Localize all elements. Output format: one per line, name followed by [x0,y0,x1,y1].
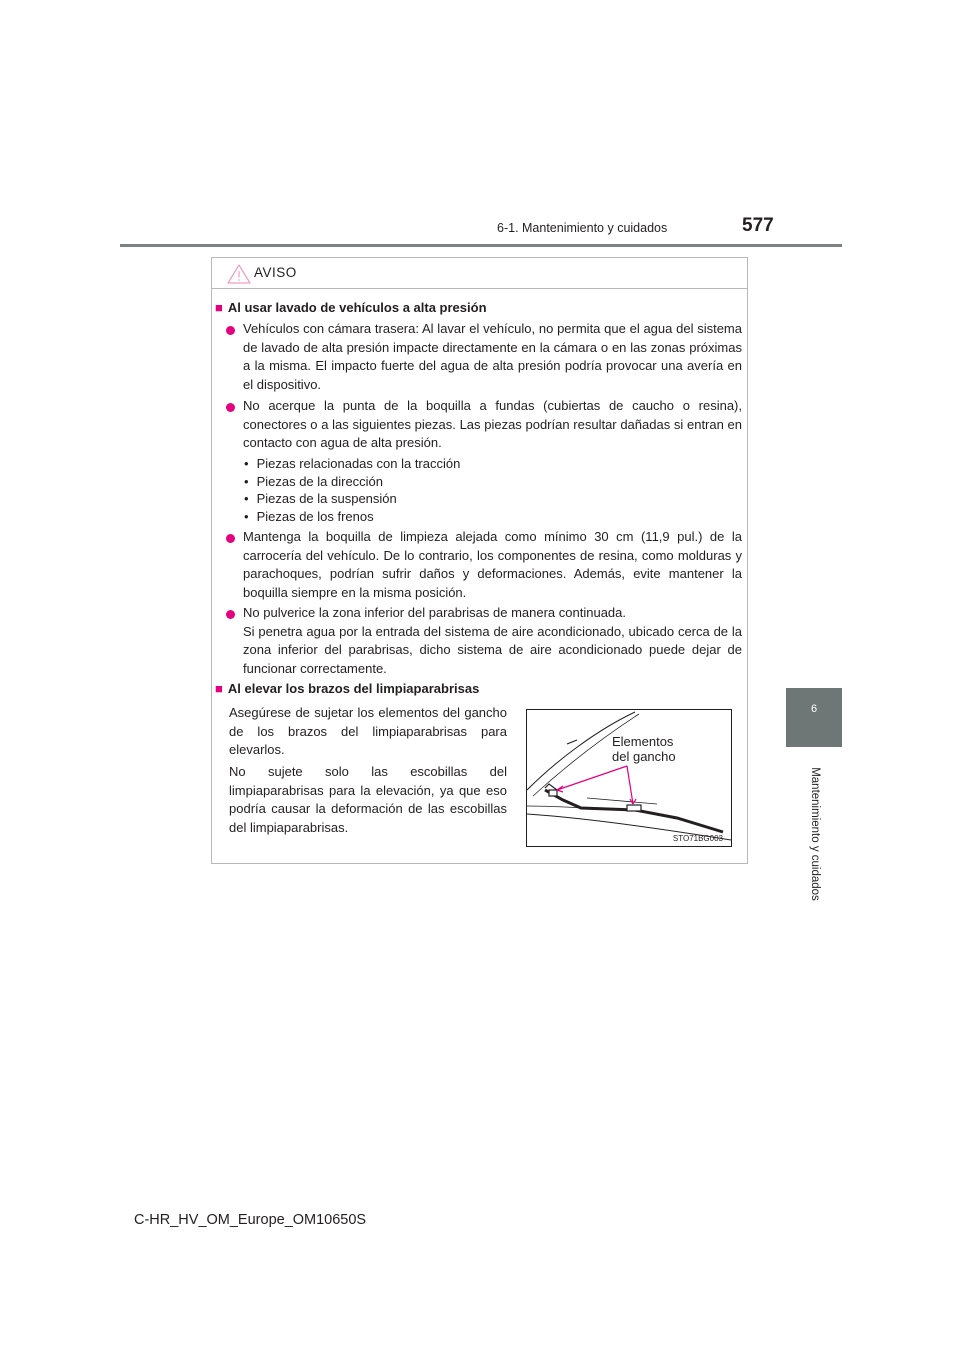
warning-title: AVISO [254,265,297,280]
wiper-illustration [526,709,732,847]
hook-elements-label: Elementos del gancho [612,734,676,764]
wiper-para-1: Asegúrese de sujetar los elementos del gancho de los brazos del limpiaparabrisas para elevarlos. [229,705,507,757]
bullet-dot-icon [226,326,235,335]
bullet-windshield-line1: No pulverice la zona inferior del parabrisas de manera continuada. [243,605,626,620]
bullet-distance: Mantenga la boquilla de limpieza alejada como mínimo 30 cm (11,9 pul.) de la carrocería del vehículo. De lo contrario, los componentes de resina, como molduras y parachoques, podrían sufrir daños y deformaciones. Además, evite mantener la boquilla siempre en la misma posición. [243,529,742,600]
wiper-para-2: No sujete solo las escobillas del limpiaparabrisas para la elevación, ya que eso podría causar la deformación de las escobillas del limpiaparabrisas. [229,764,507,835]
wiper-drawing [527,710,731,846]
header-divider [120,244,842,247]
warning-triangle-icon [226,263,252,285]
chapter-side-label [805,756,825,911]
document-code: C-HR_HV_OM_Europe_OM10650S [134,1212,367,1228]
bullet-dot-icon [226,534,235,543]
chapter-side-label-text: Mantenimiento y cuidados [809,766,821,901]
section-heading-text: Al usar lavado de vehículos a alta presión [227,300,487,315]
running-header-section: 6-1. Mantenimiento y cuidados [497,221,668,235]
bullet-windshield-line2: Si penetra agua por la entrada del sistema de aire acondicionado, ubicado cerca de la zona inferior del parabrisas, dicho sistema de aire acondicionado puede dejar de funcionar correctamente. [243,623,742,676]
bullet-dot-icon [226,403,235,412]
section-heading-high-pressure [215,300,487,315]
section-heading-wiper-arms [215,681,479,696]
section-heading-text: Al elevar los brazos del limpiaparabrisas [227,681,480,696]
page-number: 577 [742,215,774,236]
bullet-nozzle: No acerque la punta de la boquilla a fundas (cubiertas de caucho o resina), conectores o a las siguientes piezas. Las piezas podrían resultar dañadas si entran en contacto con agua de alta presión. [243,398,742,450]
list-item: • Piezas de la suspensión [244,491,397,506]
bullet-camera: Vehículos con cámara trasera: Al lavar el vehículo, no permita que el agua del sistema de lavado de alta presión impacte directamente en la cámara o en las zonas próximas a la misma. El impacto fuerte del agua de alta presión podría provocar una avería en el dispositivo. [243,321,742,392]
illustration-code: STO71BG003 [672,834,723,843]
bullet-windshield [243,604,742,678]
list-item: • Piezas de la dirección [244,474,384,489]
square-bullet-icon: ■ [215,300,223,315]
warning-header [212,258,747,289]
list-item: • Piezas relacionadas con la tracción [244,456,461,471]
list-item: • Piezas de los frenos [244,509,374,524]
square-bullet-icon: ■ [215,681,223,696]
bullet-dot-icon [226,610,235,619]
chapter-tab: 6 [786,688,842,747]
